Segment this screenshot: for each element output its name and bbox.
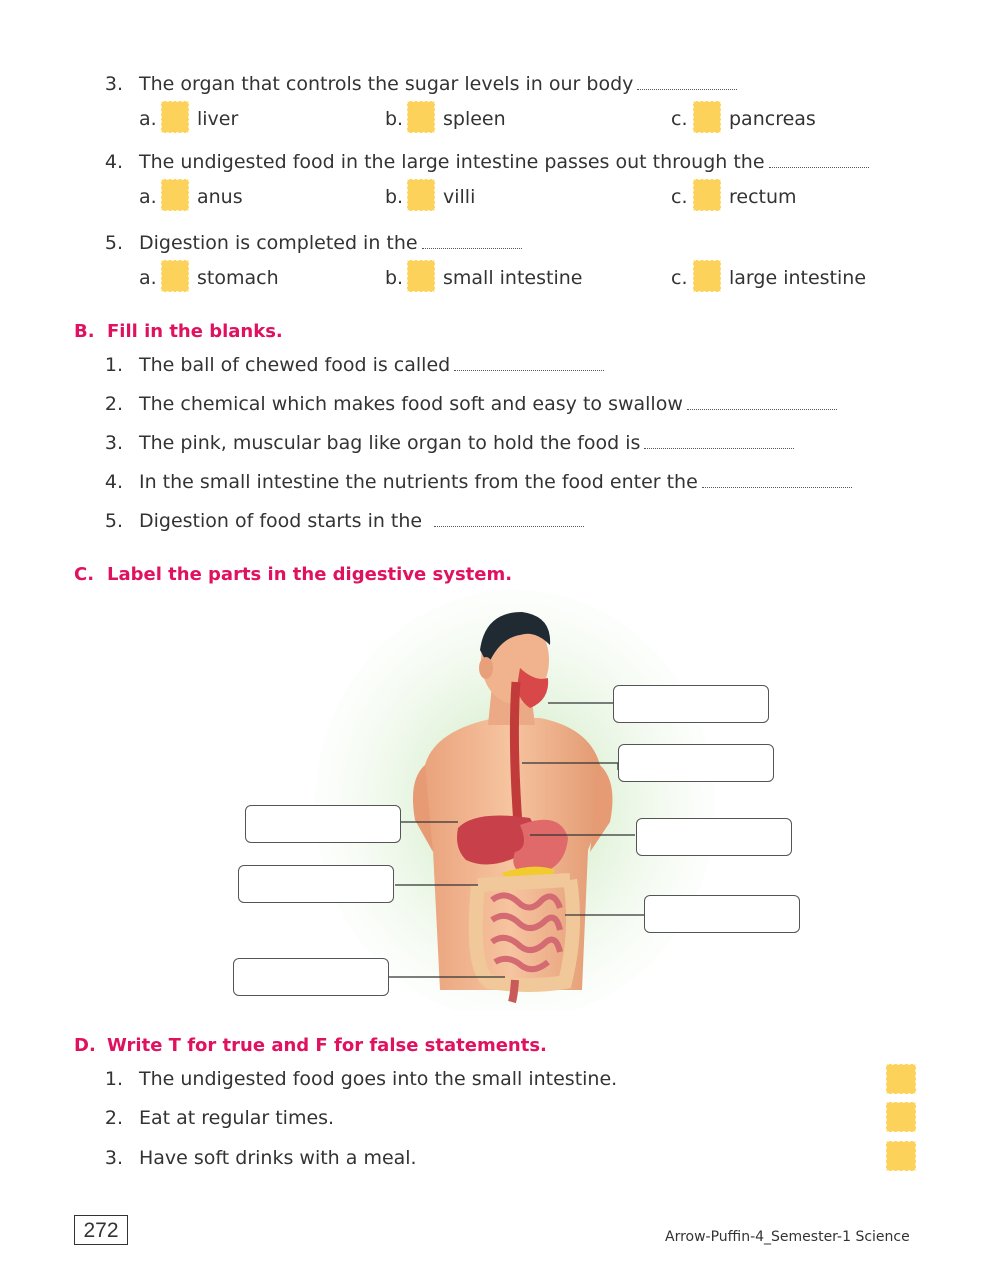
section-title: Fill in the blanks. — [107, 321, 283, 342]
label-box-esophagus[interactable] — [618, 744, 774, 782]
true-false-answer-box[interactable] — [886, 1064, 916, 1094]
item-text: In the small intestine the nutrients from the food enter the — [139, 471, 698, 493]
item-number: 5. — [104, 510, 123, 532]
blank-field[interactable] — [454, 354, 604, 371]
blank-field[interactable] — [702, 471, 852, 488]
answer-checkbox[interactable] — [693, 101, 721, 133]
page-number: 272 — [74, 1215, 128, 1245]
option-letter: a. — [139, 186, 157, 208]
label-box-mouth[interactable] — [613, 685, 769, 723]
label-box-rectum[interactable] — [233, 958, 389, 996]
item-number: 4. — [104, 471, 123, 493]
true-false-answer-box[interactable] — [886, 1141, 916, 1171]
option-letter: b. — [385, 186, 404, 208]
true-false-answer-box[interactable] — [886, 1102, 916, 1132]
item-text: The chemical which makes food soft and easy to swallow — [139, 393, 683, 415]
item-number: 3. — [104, 1147, 123, 1169]
option-letter: b. — [385, 108, 404, 130]
question-text: The organ that controls the sugar levels in our body — [139, 72, 737, 96]
answer-checkbox[interactable] — [161, 101, 189, 133]
item-text: The pink, muscular bag like organ to hold the food is — [139, 432, 641, 454]
option-letter: c. — [671, 186, 688, 208]
item-text: Have soft drinks with a meal. — [139, 1147, 417, 1169]
item-number: 1. — [104, 354, 123, 376]
option-letter: a. — [139, 267, 157, 289]
section-title: Label the parts in the digestive system. — [107, 564, 513, 585]
item-number: 2. — [104, 1107, 123, 1129]
option-letter: c. — [671, 108, 688, 130]
option-letter: b. — [385, 267, 404, 289]
option-text: anus — [197, 186, 243, 208]
question-number: 5. — [104, 232, 123, 254]
item-text: Eat at regular times. — [139, 1107, 335, 1129]
answer-checkbox[interactable] — [407, 101, 435, 133]
label-box-liver[interactable] — [245, 805, 401, 843]
option-letter: a. — [139, 108, 157, 130]
item-text: The ball of chewed food is called — [139, 354, 451, 376]
section-title: Write T for true and F for false statements. — [107, 1035, 547, 1056]
section-letter: D. — [74, 1035, 96, 1056]
option-text: large intestine — [729, 267, 867, 289]
question-text: The undigested food in the large intestine passes out through the — [139, 150, 869, 174]
item-number: 2. — [104, 393, 123, 415]
digestive-system-illustration — [230, 590, 810, 1010]
question-number: 4. — [104, 151, 123, 173]
item-number: 1. — [104, 1068, 123, 1090]
option-text: small intestine — [443, 267, 583, 289]
option-text: pancreas — [729, 108, 816, 130]
answer-checkbox[interactable] — [693, 260, 721, 292]
option-text: spleen — [443, 108, 506, 130]
blank-field[interactable] — [434, 510, 584, 527]
label-box-large-intestine[interactable] — [238, 865, 394, 903]
answer-checkbox[interactable] — [407, 260, 435, 292]
question-number: 3. — [104, 73, 123, 95]
blank-field[interactable] — [687, 393, 837, 410]
item-text: Digestion of food starts in the — [139, 510, 423, 532]
answer-checkbox[interactable] — [407, 179, 435, 211]
blank-field[interactable] — [644, 432, 794, 449]
section-letter: C. — [74, 564, 95, 585]
label-box-small-intestine[interactable] — [644, 895, 800, 933]
label-box-stomach[interactable] — [636, 818, 792, 856]
item-text: The undigested food goes into the small intestine. — [139, 1068, 618, 1090]
question-text: Digestion is completed in the — [139, 231, 522, 255]
answer-checkbox[interactable] — [161, 179, 189, 211]
book-title: Arrow-Puffin-4_Semester-1 Science — [665, 1229, 910, 1245]
option-text: stomach — [197, 267, 279, 289]
item-number: 3. — [104, 432, 123, 454]
section-letter: B. — [74, 321, 95, 342]
option-text: liver — [197, 108, 239, 130]
answer-checkbox[interactable] — [693, 179, 721, 211]
option-text: rectum — [729, 186, 797, 208]
answer-checkbox[interactable] — [161, 260, 189, 292]
option-text: villi — [443, 186, 476, 208]
option-letter: c. — [671, 267, 688, 289]
